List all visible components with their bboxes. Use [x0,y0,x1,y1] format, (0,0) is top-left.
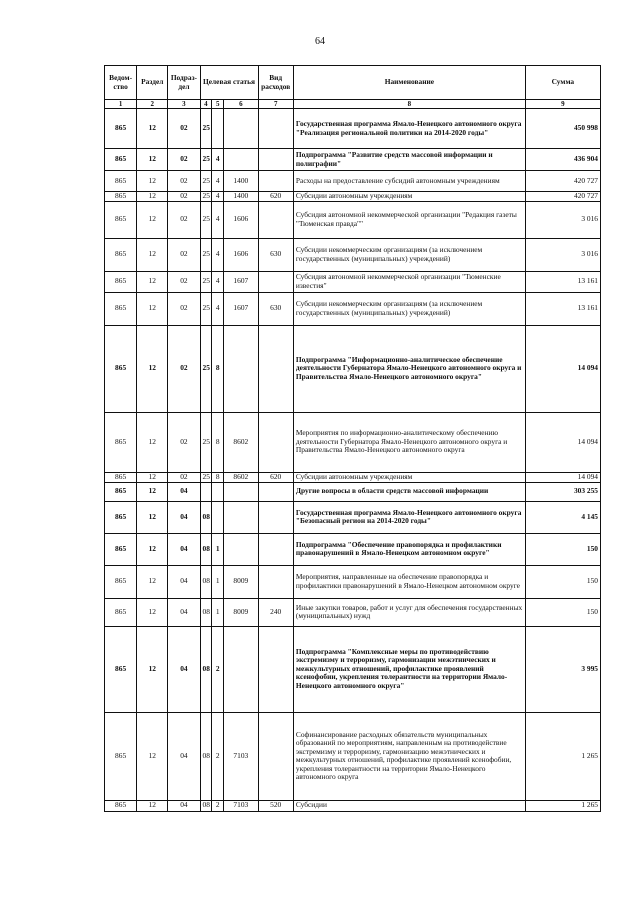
target-article-part1-cell: 08 [200,800,212,811]
column-number: 3 [168,100,200,109]
podrazdel-cell: 02 [168,271,200,292]
podrazdel-cell: 02 [168,201,200,238]
expense-type-cell [258,626,293,712]
column-number: 1 [105,100,137,109]
target-article-part1-cell: 25 [200,325,212,412]
table-row [105,533,601,565]
expense-type-cell [258,482,293,501]
column-number: 9 [525,100,600,109]
expense-type-cell [258,712,293,800]
expense-type-cell: 520 [258,800,293,811]
target-article-part3-cell: 8602 [224,412,258,472]
table-row [105,271,601,292]
table-row [105,482,601,501]
sum-cell: 13 161 [525,271,600,292]
table-row [105,192,601,202]
column-number-row [105,100,601,109]
sum-cell: 436 904 [525,149,600,171]
target-article-part2-cell: 1 [212,565,224,598]
target-article-part2-cell [212,109,224,149]
table-row [105,800,601,811]
expense-type-cell [258,109,293,149]
expense-type-cell [258,412,293,472]
podrazdel-cell: 02 [168,109,200,149]
target-article-part2-cell: 4 [212,238,224,271]
header-summa: Сумма [525,66,600,100]
name-cell: Государственная программа Ямало-Ненецкого автономного округа "Реализация региональной политики на 2014-2020 годы" [293,109,525,149]
name-cell: Иные закупки товаров, работ и услуг для обеспечения государственных (муниципальных) нужд [293,598,525,626]
expense-type-cell [258,501,293,533]
vedomstvo-cell: 865 [105,238,137,271]
expense-type-cell [258,565,293,598]
target-article-part1-cell: 08 [200,533,212,565]
table-row [105,201,601,238]
razdel-cell: 12 [137,482,168,501]
column-number: 5 [212,100,224,109]
sum-cell: 303 255 [525,482,600,501]
sum-cell: 150 [525,533,600,565]
target-article-part3-cell [224,109,258,149]
name-cell: Подпрограмма "Информационно-аналитическое обеспечение деятельности Губернатора Ямало-Ненецкого автономного округа и Правительства Ямало-Ненецкого автономного округа" [293,325,525,412]
target-article-part1-cell [200,482,212,501]
target-article-part3-cell: 8602 [224,472,258,482]
table-row [105,238,601,271]
column-number: 7 [258,100,293,109]
sum-cell: 150 [525,598,600,626]
target-article-part3-cell: 1607 [224,292,258,325]
podrazdel-cell: 02 [168,472,200,482]
target-article-part3-cell: 1400 [224,192,258,202]
razdel-cell: 12 [137,271,168,292]
vedomstvo-cell: 865 [105,271,137,292]
header-naimenovanie: Наименование [293,66,525,100]
podrazdel-cell: 02 [168,292,200,325]
table-row [105,292,601,325]
target-article-part3-cell [224,533,258,565]
name-cell: Государственная программа Ямало-Ненецкого автономного округа "Безопасный регион на 2014-2020 годы" [293,501,525,533]
razdel-cell: 12 [137,533,168,565]
podrazdel-cell: 04 [168,565,200,598]
razdel-cell: 12 [137,598,168,626]
expense-type-cell: 630 [258,292,293,325]
name-cell: Субсидии автономным учреждениям [293,472,525,482]
target-article-part2-cell: 4 [212,271,224,292]
target-article-part1-cell: 25 [200,412,212,472]
vedomstvo-cell: 865 [105,712,137,800]
podrazdel-cell: 02 [168,149,200,171]
target-article-part2-cell: 1 [212,598,224,626]
razdel-cell: 12 [137,201,168,238]
podrazdel-cell: 04 [168,501,200,533]
expense-type-cell [258,149,293,171]
target-article-part2-cell: 4 [212,149,224,171]
target-article-part2-cell: 2 [212,712,224,800]
podrazdel-cell: 04 [168,482,200,501]
expense-type-cell: 620 [258,192,293,202]
target-article-part3-cell: 1607 [224,271,258,292]
header-tselevaya-statya: Целевая статья [200,66,258,100]
sum-cell: 14 094 [525,472,600,482]
target-article-part2-cell [212,501,224,533]
name-cell: Субсидии автономным учреждениям [293,192,525,202]
razdel-cell: 12 [137,626,168,712]
target-article-part2-cell: 4 [212,171,224,192]
header-vedomstvo: Ведом-ство [105,66,137,100]
table-row [105,501,601,533]
name-cell: Субсидии некоммерческим организациям (за исключением государственных (муниципальных) учреждений) [293,292,525,325]
razdel-cell: 12 [137,565,168,598]
target-article-part2-cell: 8 [212,325,224,412]
expense-type-cell: 620 [258,472,293,482]
name-cell: Субсидия автономной некоммерческой организации "Тюменские известия" [293,271,525,292]
target-article-part1-cell: 25 [200,472,212,482]
column-number: 8 [293,100,525,109]
name-cell: Расходы на предоставление субсидий автономным учреждениям [293,171,525,192]
target-article-part1-cell: 08 [200,712,212,800]
podrazdel-cell: 02 [168,171,200,192]
expense-type-cell [258,271,293,292]
sum-cell: 3 995 [525,626,600,712]
expense-type-cell [258,201,293,238]
name-cell: Подпрограмма "Комплексные меры по противодействию экстремизму и терроризму, гармонизации межэтнических и межкультурных отношений, профилактике проявлений ксенофобии, укрепления толерантности на территории Ямало-Ненецкого автономного округа" [293,626,525,712]
sum-cell: 3 016 [525,238,600,271]
podrazdel-cell: 04 [168,533,200,565]
target-article-part1-cell: 25 [200,292,212,325]
razdel-cell: 12 [137,412,168,472]
podrazdel-cell: 02 [168,412,200,472]
razdel-cell: 12 [137,800,168,811]
column-number: 4 [200,100,212,109]
vedomstvo-cell: 865 [105,533,137,565]
table-body [105,109,601,812]
razdel-cell: 12 [137,171,168,192]
expense-type-cell [258,325,293,412]
razdel-cell: 12 [137,292,168,325]
header-vid-raskhodov: Вид расходов [258,66,293,100]
razdel-cell: 12 [137,109,168,149]
podrazdel-cell: 02 [168,192,200,202]
name-cell: Субсидии [293,800,525,811]
name-cell: Софинансирование расходных обязательств муниципальных образований по мероприятиям, направленным на противодействие экстремизму и терроризму, гармонизацию межэтнических и межкультурных отношений, профилактике проявлений ксенофобии, укрепления толерантности на территории Ямало-Ненецкого автономного округа [293,712,525,800]
target-article-part1-cell: 08 [200,501,212,533]
razdel-cell: 12 [137,238,168,271]
expense-type-cell [258,533,293,565]
name-cell: Субсидии некоммерческим организациям (за исключением государственных (муниципальных) учреждений) [293,238,525,271]
sum-cell: 13 161 [525,292,600,325]
target-article-part1-cell: 25 [200,109,212,149]
razdel-cell: 12 [137,149,168,171]
sum-cell: 14 094 [525,325,600,412]
vedomstvo-cell: 865 [105,109,137,149]
target-article-part1-cell: 08 [200,565,212,598]
sum-cell: 4 145 [525,501,600,533]
target-article-part1-cell: 25 [200,192,212,202]
table-row [105,171,601,192]
table-row [105,412,601,472]
target-article-part3-cell: 8009 [224,565,258,598]
sum-cell: 14 094 [525,412,600,472]
target-article-part2-cell: 8 [212,472,224,482]
name-cell: Подпрограмма "Обеспечение правопорядка и профилактики правонарушений в Ямало-Ненецком автономном округе" [293,533,525,565]
target-article-part2-cell: 2 [212,800,224,811]
vedomstvo-cell: 865 [105,292,137,325]
target-article-part3-cell [224,482,258,501]
sum-cell: 3 016 [525,201,600,238]
razdel-cell: 12 [137,472,168,482]
vedomstvo-cell: 865 [105,472,137,482]
target-article-part3-cell: 7103 [224,712,258,800]
sum-cell: 1 265 [525,712,600,800]
vedomstvo-cell: 865 [105,192,137,202]
table-row [105,325,601,412]
table-row [105,712,601,800]
sum-cell: 450 998 [525,109,600,149]
vedomstvo-cell: 865 [105,565,137,598]
target-article-part1-cell: 25 [200,201,212,238]
sum-cell: 1 265 [525,800,600,811]
sum-cell: 420 727 [525,171,600,192]
sum-cell: 420 727 [525,192,600,202]
vedomstvo-cell: 865 [105,626,137,712]
vedomstvo-cell: 865 [105,412,137,472]
target-article-part2-cell: 8 [212,412,224,472]
vedomstvo-cell: 865 [105,598,137,626]
target-article-part1-cell: 08 [200,598,212,626]
target-article-part1-cell: 25 [200,149,212,171]
vedomstvo-cell: 865 [105,325,137,412]
column-number: 6 [224,100,258,109]
table-row [105,472,601,482]
header-podrazdel: Подраз-дел [168,66,200,100]
podrazdel-cell: 04 [168,712,200,800]
column-number: 2 [137,100,168,109]
name-cell: Мероприятия, направленные на обеспечение правопорядка и профилактики правонарушений в Ямало-Ненецком автономном округе [293,565,525,598]
vedomstvo-cell: 865 [105,800,137,811]
target-article-part3-cell: 1606 [224,238,258,271]
page-number: 64 [315,36,325,47]
target-article-part2-cell: 4 [212,192,224,202]
vedomstvo-cell: 865 [105,482,137,501]
vedomstvo-cell: 865 [105,201,137,238]
podrazdel-cell: 02 [168,325,200,412]
target-article-part2-cell: 2 [212,626,224,712]
name-cell: Другие вопросы в области средств массовой информации [293,482,525,501]
podrazdel-cell: 04 [168,598,200,626]
target-article-part1-cell: 25 [200,238,212,271]
target-article-part1-cell: 25 [200,271,212,292]
target-article-part3-cell [224,626,258,712]
table-row [105,626,601,712]
target-article-part3-cell [224,149,258,171]
header-razdel: Раздел [137,66,168,100]
table-row [105,149,601,171]
table-row [105,109,601,149]
podrazdel-cell: 02 [168,238,200,271]
target-article-part3-cell [224,501,258,533]
podrazdel-cell: 04 [168,626,200,712]
target-article-part2-cell: 4 [212,201,224,238]
target-article-part2-cell [212,482,224,501]
vedomstvo-cell: 865 [105,501,137,533]
razdel-cell: 12 [137,325,168,412]
name-cell: Мероприятия по информационно-аналитическому обеспечению деятельности Губернатора Ямало-Ненецкого автономного округа и Правительства Ямало-Ненецкого автономного округа [293,412,525,472]
target-article-part2-cell: 1 [212,533,224,565]
sum-cell: 150 [525,565,600,598]
target-article-part3-cell: 1606 [224,201,258,238]
razdel-cell: 12 [137,501,168,533]
target-article-part3-cell: 1400 [224,171,258,192]
table-row [105,598,601,626]
expense-type-cell [258,171,293,192]
budget-table [104,65,601,812]
expense-type-cell: 240 [258,598,293,626]
name-cell: Субсидия автономной некоммерческой организации "Редакция газеты "Тюменская правда"" [293,201,525,238]
target-article-part3-cell: 8009 [224,598,258,626]
expense-type-cell: 630 [258,238,293,271]
table-row [105,565,601,598]
vedomstvo-cell: 865 [105,171,137,192]
target-article-part3-cell [224,325,258,412]
vedomstvo-cell: 865 [105,149,137,171]
target-article-part1-cell: 25 [200,171,212,192]
razdel-cell: 12 [137,712,168,800]
podrazdel-cell: 04 [168,800,200,811]
razdel-cell: 12 [137,192,168,202]
name-cell: Подпрограмма "Развитие средств массовой информации и полиграфии" [293,149,525,171]
target-article-part1-cell: 08 [200,626,212,712]
target-article-part3-cell: 7103 [224,800,258,811]
target-article-part2-cell: 4 [212,292,224,325]
